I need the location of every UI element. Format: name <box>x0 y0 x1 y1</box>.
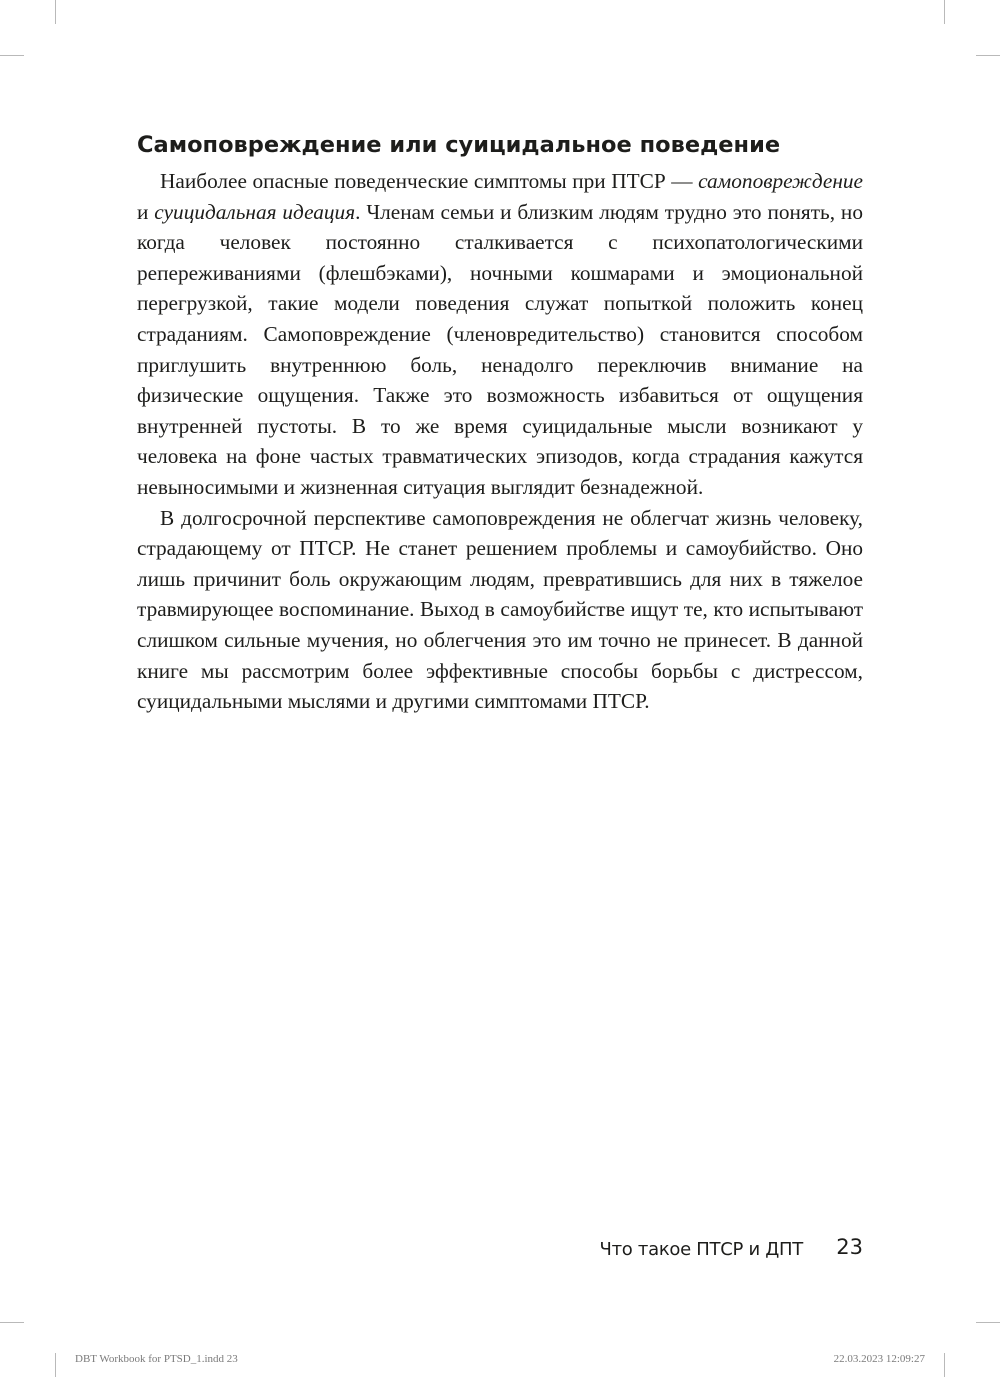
print-slug-timestamp: 22.03.2023 12:09:27 <box>833 1353 925 1365</box>
running-footer <box>560 1233 865 1265</box>
term-suicidal-ideation: суицидальная идеация <box>154 199 356 224</box>
crop-mark-right-bottom <box>976 1322 1000 1323</box>
running-footer-title: Что такое ПТСР и ДПТ <box>599 1239 803 1260</box>
paragraph-1-rest: . Членам семьи и близким людям трудно это понять, но когда человек постоянно сталкивается с психопатологическими репереживаниями (флешбэками), ночными кошмарами и эмоциональной перегрузкой, такие модели поведения служат попыткой положить конец страданиям. Самоповреждение (членовредительство) становится способом приглушить внутреннюю боль, ненадолго переключив внимание на физические ощущения. Также это возможность избавиться от ощущения внутренней пустоты. В то же время суицидальные мысли возникают у человека на фоне частых травматических эпизодов, когда страдания кажутся невыносимыми и жизненная ситуация выглядит безнадежной. <box>137 199 863 499</box>
term-self-harm: самоповреждение <box>698 169 863 193</box>
crop-mark-bottom-left <box>55 1353 56 1377</box>
crop-mark-bottom-right <box>944 1353 945 1377</box>
paragraph-1-conjunction: и <box>137 199 155 224</box>
section-heading: Самоповреждение или суицидальное поведение <box>137 132 781 158</box>
body-text <box>137 166 863 717</box>
page-number: 23 <box>836 1235 863 1259</box>
crop-mark-right-top <box>976 55 1000 56</box>
paragraph-2: В долгосрочной перспективе самоповреждения не облегчат жизнь человеку, страдающему от ПТСР. Не станет решением проблемы и самоубийство. Оно лишь причинит боль окружающим людям, превратившись для них в тяжелое травмирующее воспоминание. Выход в самоубийстве ищут те, кто испытывают слишком сильные мучения, но облегчения это им точно не принесет. В данной книге мы рассмотрим более эффективные способы борьбы с дистрессом, суицидальными мыслями и другими симптомами ПТСР. <box>137 505 863 714</box>
paragraph-1-start: Наиболее опасные поведенческие симптомы при ПТСР — <box>160 169 699 193</box>
crop-mark-top-right <box>944 0 945 24</box>
crop-mark-left-bottom <box>0 1322 24 1323</box>
print-slug-filename: DBT Workbook for PTSD_1.indd 23 <box>75 1353 238 1365</box>
crop-mark-top-left <box>55 0 56 24</box>
crop-mark-left-top <box>0 55 24 56</box>
paragraph-1 <box>137 166 863 503</box>
